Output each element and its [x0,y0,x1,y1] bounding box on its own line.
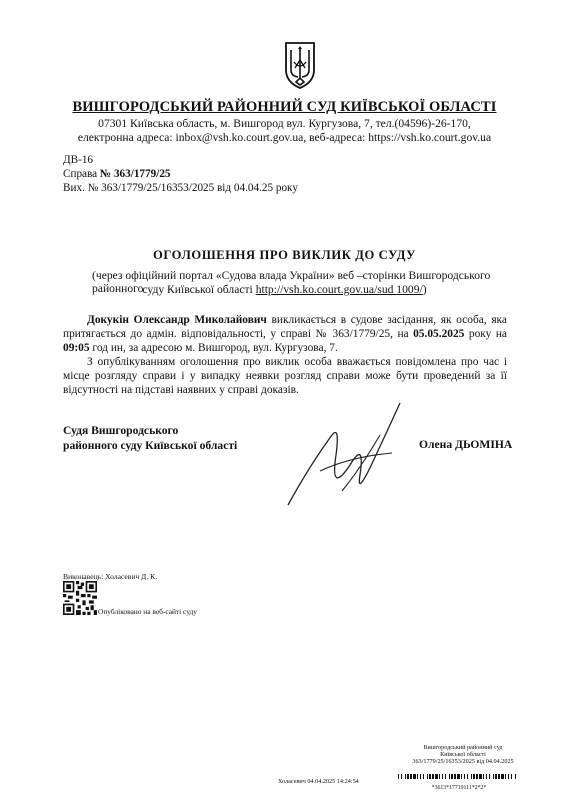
document-code: ДВ-16 [63,154,94,166]
judge-title-line-1: Судя Вишгородського [63,424,179,437]
barcode-bar [457,774,460,779]
judge-title [63,424,237,453]
judge-title-line-2: районного суду Київської області [63,438,238,452]
barcode-bar [454,774,456,779]
ukraine-trident-emblem-icon [284,40,316,90]
court-address: 07301 Київська область, м. Вишгород вул. Кургузова, 7, тел.(04596)-26-170, [98,117,471,130]
barcode-bar [501,774,504,779]
publication-text: З опублікуванням оголошення про виклик особа вважається повідомлена про час і місце розгляду справи і у випадку неявки розгляд справи може бути проведений за її відсутності на підставі наявних у справі доказів. [63,356,507,396]
summons-text-2: року на [464,328,507,340]
stamp-line-3: 363/1779/25/16353/2025 від 04.04.2025 [412,758,514,766]
barcode-bar [420,774,421,779]
barcode-bar [473,774,475,779]
case-line [63,168,171,180]
barcode-bar [432,774,434,779]
stamp-footer: Холасевич 04.04.2025 14:24:54 [278,778,359,785]
portal-url-link[interactable]: http://vsh.ko.court.gov.ua/sud 1009/ [255,283,423,296]
barcode-bar [449,774,450,779]
barcode-bar [429,774,431,779]
barcode-bar [423,774,424,779]
barcode-bar [505,774,506,779]
case-number: № 363/1779/25 [99,168,171,180]
barcode-bar [427,774,428,779]
barcode-bar [489,774,490,779]
barcode-bar [464,774,465,779]
barcode-bar [410,774,412,779]
qr-code-icon[interactable] [63,581,97,615]
court-name: ВИШГОРОДСЬКИЙ РАЙОННИЙ СУД КИЇВСЬКОЇ ОБЛАСТІ [72,99,497,115]
portal-close: ) [422,283,427,296]
executor-line: Виконавець: Холасевич Д. К. [63,572,158,581]
barcode-bar [511,774,512,779]
hearing-date: 05.05.2025 [413,328,465,340]
summons-paragraph [63,313,507,355]
barcode-bar [483,774,484,779]
barcode-bar [508,774,509,779]
barcode-bar [398,774,399,779]
barcode-bar [417,774,418,779]
barcode-bar [493,774,494,779]
outgoing-number: Вих. № 363/1779/25/16353/2025 від 04.04.25 року [63,182,298,194]
barcode-bar [407,774,409,779]
case-label: Справа [63,168,100,180]
judge-name: Олена ДЬОМІНА [419,438,513,451]
barcode-text: *3613*17719111*2*2* [431,785,487,791]
barcode-bar [413,774,416,779]
person-name: Докукін Олександр Миколайович [87,314,267,326]
portal-line: (через офіційний портал «Судова влада України» веб –сторінки Вишгородського районного [92,269,491,295]
barcode-bar [495,774,497,779]
court-contacts: електронна адреса: inbox@vsh.ko.court.gov.ua, веб-адреса: https://vsh.ko.court.gov.ua [77,131,492,144]
summons-text-3: год ин, за адресою м. Вишгород, вул. Кургузова, 7. [89,342,338,354]
qr-caption: Опубліковано на веб-сайті суду [98,607,197,616]
publication-paragraph [63,355,507,397]
barcode-bar [471,774,472,779]
barcode-bar [498,774,500,779]
stamp-line-2: Київської області [440,751,486,759]
portal-line-2 [0,283,569,296]
registration-stamp [408,744,518,766]
barcode-bar [479,774,482,779]
barcode-bar [439,774,440,779]
summons-text: викликається в судове засідання, як особа, яка притягається до адмін. відповідальності, у справі № 363/1779/25, на [63,314,507,340]
stamp-line-1: Вишгородський районний суд [423,744,503,751]
barcode-bar [451,774,453,779]
portal-prefix: суду Київської області [142,283,256,296]
barcode-bar [476,774,478,779]
barcode-bar [461,774,462,779]
barcode-bar [435,774,438,779]
barcode-bar [401,774,402,779]
barcode-bar [405,774,406,779]
barcode-bar [445,774,446,779]
barcode-bar [442,774,443,779]
barcode-bar [486,774,487,779]
barcode-icon [398,774,516,779]
barcode-bar [515,774,516,779]
barcode-bar [467,774,468,779]
notice-title: ОГОЛОШЕННЯ ПРО ВИКЛИК ДО СУДУ [152,248,417,262]
handwritten-signature [280,395,430,515]
hearing-time: 09:05 [63,342,90,354]
